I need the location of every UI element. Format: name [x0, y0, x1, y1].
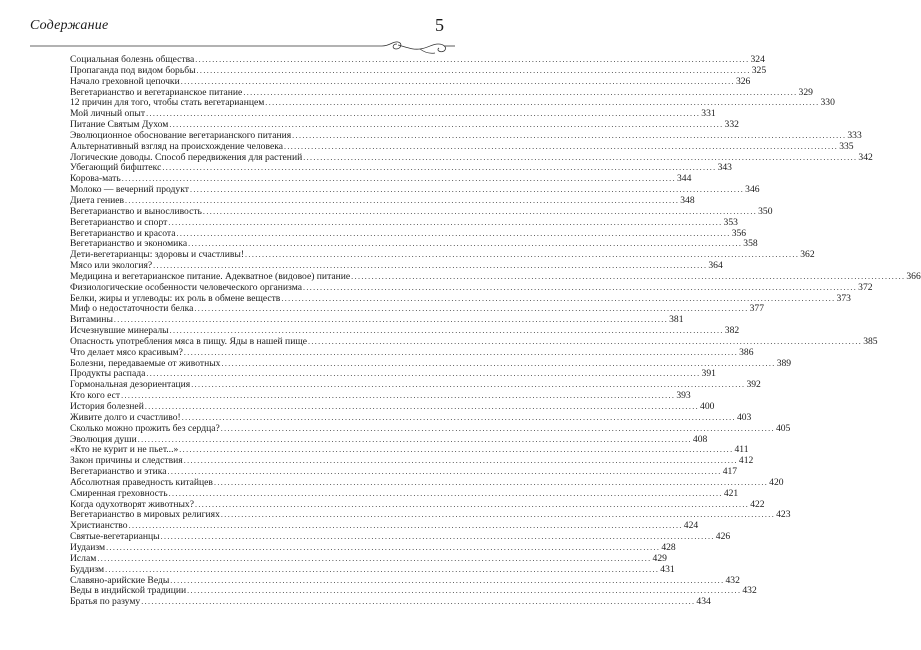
toc-entry-title: Физиологические особенности человеческого организма: [70, 281, 302, 293]
toc-entry-page: 332: [724, 119, 739, 131]
toc-entry-title: Когда одухотворят животных?: [70, 498, 194, 510]
toc-entry-page: 326: [735, 75, 751, 87]
toc-entry-page: 343: [717, 162, 732, 174]
dot-leader: [196, 66, 752, 77]
toc-entry-page: 366: [906, 270, 921, 282]
dot-leader: [194, 500, 750, 511]
toc-entry-title: Вегетарианство и этика: [70, 466, 167, 478]
toc-entry-title: Веды в индийской традиции: [70, 585, 187, 597]
toc-entry-page: 411: [734, 444, 749, 456]
dot-leader: [194, 55, 750, 66]
toc-entry-page: 417: [722, 466, 738, 478]
toc-entry-page: 420: [769, 476, 784, 488]
dot-leader: [160, 532, 716, 543]
toc-entry-title: Братья по разуму: [70, 596, 141, 608]
toc-entry: [70, 379, 761, 391]
toc-entry-title: Болезни, передаваемые от животных: [70, 357, 221, 369]
toc-entry-title: Гормональная дезориентация: [70, 379, 191, 391]
toc-entry-page: 422: [750, 498, 765, 510]
toc-entry-page: 325: [751, 64, 767, 76]
toc-entry-page: 331: [701, 108, 716, 120]
toc-entry: [70, 216, 738, 229]
toc-entry-page: 324: [750, 54, 765, 65]
toc-entry-title: Витамины: [70, 314, 113, 326]
toc-entry-page: 350: [758, 205, 773, 217]
toc-entry-page: 372: [858, 281, 873, 293]
page-number: 5: [435, 15, 444, 35]
toc-entry-page: 389: [776, 357, 792, 369]
dot-leader: [186, 586, 742, 597]
dot-leader: [242, 88, 798, 99]
toc-entry-title: Социальная болезнь общества: [70, 54, 195, 65]
dot-leader: [120, 391, 676, 402]
dot-leader: [350, 272, 906, 283]
dot-leader: [220, 359, 776, 370]
dot-leader: [190, 380, 746, 391]
toc-entry-title: Питание Святым Духом: [70, 119, 169, 131]
toc-entry-page: 381: [669, 314, 684, 326]
toc-entry-title: Закон причины и следствия: [70, 455, 183, 467]
toc-entry-page: 329: [798, 86, 813, 98]
dot-leader: [183, 348, 739, 359]
toc-entry-page: 432: [742, 585, 757, 597]
dot-leader: [183, 456, 739, 467]
toc-entry-page: 377: [749, 303, 764, 315]
toc-entry: [70, 596, 711, 608]
toc-entry-title: Живите долго и счастливо!: [70, 411, 181, 423]
dot-leader: [113, 315, 669, 326]
toc-entry-page: 393: [676, 390, 691, 402]
dot-leader: [137, 435, 693, 446]
dot-leader: [307, 337, 863, 348]
page-header: [30, 15, 452, 46]
toc-entry-title: 12 причин для того, чтобы стать вегетарианцем: [70, 97, 265, 109]
toc-entry: [70, 541, 676, 554]
dot-leader: [145, 109, 701, 120]
dot-leader: [302, 153, 858, 164]
toc-entry: [70, 531, 731, 543]
toc-entry-page: 344: [676, 173, 692, 185]
dot-leader: [168, 489, 724, 500]
toc-entry-title: Начало греховной цепочки: [70, 75, 180, 87]
dot-leader: [128, 521, 684, 532]
toc-entry-title: Вегетарианство и красота: [70, 227, 176, 239]
toc-entry-page: 392: [746, 379, 761, 391]
toc-entry-page: 386: [739, 346, 754, 358]
toc-entry-title: Буддизм: [70, 563, 105, 575]
dot-leader: [96, 554, 652, 565]
toc-entry-title: Молоко — вечерний продукт: [70, 184, 189, 196]
toc-entry-title: Исчезнувшие минералы: [70, 325, 169, 337]
toc-entry-page: 434: [696, 596, 711, 608]
dot-leader: [302, 283, 858, 294]
toc-entry-title: Мой личный опыт: [70, 108, 146, 120]
toc-entry-page: 403: [736, 411, 752, 423]
dot-leader: [187, 239, 743, 250]
toc-entry-title: Смиренная греховность: [70, 487, 168, 499]
toc-entry-page: 424: [683, 520, 699, 532]
dot-leader: [202, 207, 758, 218]
toc-entry-title: Опасность употребления мяса в пищу. Яды в нашей пище: [70, 335, 307, 347]
dot-leader: [105, 543, 661, 554]
toc-entry-title: Христианство: [70, 520, 128, 532]
toc-entry-title: Мясо или экология?: [70, 260, 153, 272]
toc-entry: [70, 281, 873, 294]
toc-entry-title: Убегающий бифштекс: [70, 162, 162, 174]
dot-leader: [124, 196, 680, 207]
toc-entry-title: Пропаганда под видом борьбы: [70, 64, 196, 76]
toc-entry-page: 432: [725, 574, 740, 586]
toc-entry-page: 385: [863, 335, 878, 347]
dot-leader: [193, 304, 749, 315]
dot-leader: [104, 565, 660, 576]
toc-entry-page: 358: [743, 238, 758, 250]
toc-entry: [70, 563, 675, 576]
toc-entry-title: Славяно-арийские Веды: [70, 574, 170, 586]
toc-entry-title: Продукты распада: [70, 368, 146, 380]
toc-entry-page: 423: [776, 509, 791, 521]
dot-leader: [167, 218, 723, 229]
toc-entry-page: 373: [836, 292, 851, 304]
toc-entry-title: Белки, жиры и углеводы: их роль в обмене веществ: [70, 292, 281, 304]
toc-entry-page: 429: [652, 552, 667, 564]
toc-entry-page: 408: [692, 433, 708, 445]
toc-entry-title: Ислам: [70, 552, 97, 564]
toc-entry-title: Святые-вегетарианцы: [70, 531, 160, 543]
dot-leader: [189, 185, 745, 196]
dot-leader: [180, 77, 736, 88]
running-title: Содержание: [30, 18, 109, 33]
dot-leader: [166, 467, 722, 478]
toc-entry-page: 364: [708, 260, 723, 272]
toc-entry-page: 400: [700, 401, 715, 412]
toc-entry-title: Кто кого ест: [70, 390, 121, 402]
toc-entry-page: 391: [701, 368, 716, 380]
dot-leader: [175, 229, 731, 240]
toc-entry: [70, 346, 754, 359]
toc-entry-page: 346: [745, 184, 760, 196]
toc-entry-title: Эволюционное обоснование вегетарианского питания: [70, 129, 292, 141]
toc-entry-page: 342: [858, 151, 873, 163]
toc-entry-page: 382: [724, 325, 740, 337]
toc-entry-title: Вегетарианство и спорт: [70, 216, 168, 228]
dot-leader: [178, 445, 734, 456]
toc-entry-page: 333: [847, 129, 862, 141]
toc-entry-title: Эволюция души: [70, 433, 137, 445]
toc-entry-page: 362: [800, 249, 815, 261]
toc-entry-title: Дети-вегетарианцы: здоровы и счастливы!: [70, 249, 245, 261]
dot-leader: [220, 424, 776, 435]
toc-entry: [70, 422, 791, 435]
dot-leader: [144, 402, 700, 413]
toc-entry-title: Что делает мясо красивым?: [70, 346, 183, 358]
toc-entry-title: Вегетарианство и выносливость: [70, 205, 202, 217]
dot-leader: [264, 98, 820, 109]
dot-leader: [213, 478, 769, 489]
toc-entry: [70, 552, 667, 565]
toc-entry: [70, 162, 732, 174]
toc-entry-title: Вегетарианство и экономика: [70, 238, 188, 250]
dot-leader: [140, 597, 696, 608]
toc-entry: [70, 75, 751, 88]
toc-entry-page: 356: [731, 227, 747, 239]
toc-entry-title: Вегетарианство в мировых религиях: [70, 509, 220, 521]
dot-leader: [121, 174, 677, 185]
toc-entry-page: 412: [738, 455, 754, 467]
dot-leader: [169, 576, 725, 587]
dot-leader: [291, 131, 847, 142]
dot-leader: [283, 142, 839, 153]
toc-entry-page: 405: [775, 422, 791, 434]
toc-entry-title: «Кто не курит и не пьет...»: [70, 444, 179, 456]
toc-entry-title: Диета гениев: [70, 194, 125, 206]
toc-entry-page: 426: [715, 531, 731, 543]
toc-entry-title: Корова-мать: [70, 173, 121, 185]
toc-entry: [70, 140, 854, 153]
toc-entry-title: Медицина и вегетарианское питание. Адекватное (видовое) питание: [70, 270, 351, 282]
toc-entry-page: 348: [680, 194, 695, 206]
dot-leader: [145, 369, 701, 380]
toc-entry-page: 335: [839, 140, 854, 152]
toc-entry: [70, 303, 764, 315]
toc-entry: [70, 487, 739, 500]
toc-entry-page: 428: [661, 541, 676, 553]
toc-entry-page: 431: [660, 563, 675, 575]
toc-entry-title: Вегетарианство и вегетарианское питание: [70, 86, 243, 98]
table-of-contents: [70, 54, 921, 608]
dot-leader: [181, 413, 737, 424]
dot-leader: [161, 163, 717, 174]
toc-entry-page: 353: [723, 216, 738, 228]
toc-entry-title: Абсолютная праведность китайцев: [70, 476, 213, 488]
toc-entry-title: Сколько можно прожить без сердца?: [70, 422, 220, 434]
toc-entry-title: Логические доводы. Способ передвижения для растений: [70, 151, 303, 163]
toc-entry-page: 421: [723, 487, 739, 499]
toc-entry-title: Альтернативный взгляд на происхождение человека: [70, 140, 283, 152]
toc-entry-page: 330: [820, 97, 835, 109]
toc-entry-title: Миф о недостаточности белка: [70, 303, 194, 315]
toc-entry-title: История болезней: [70, 401, 144, 412]
toc-entry-title: Иудаизм: [70, 541, 106, 553]
